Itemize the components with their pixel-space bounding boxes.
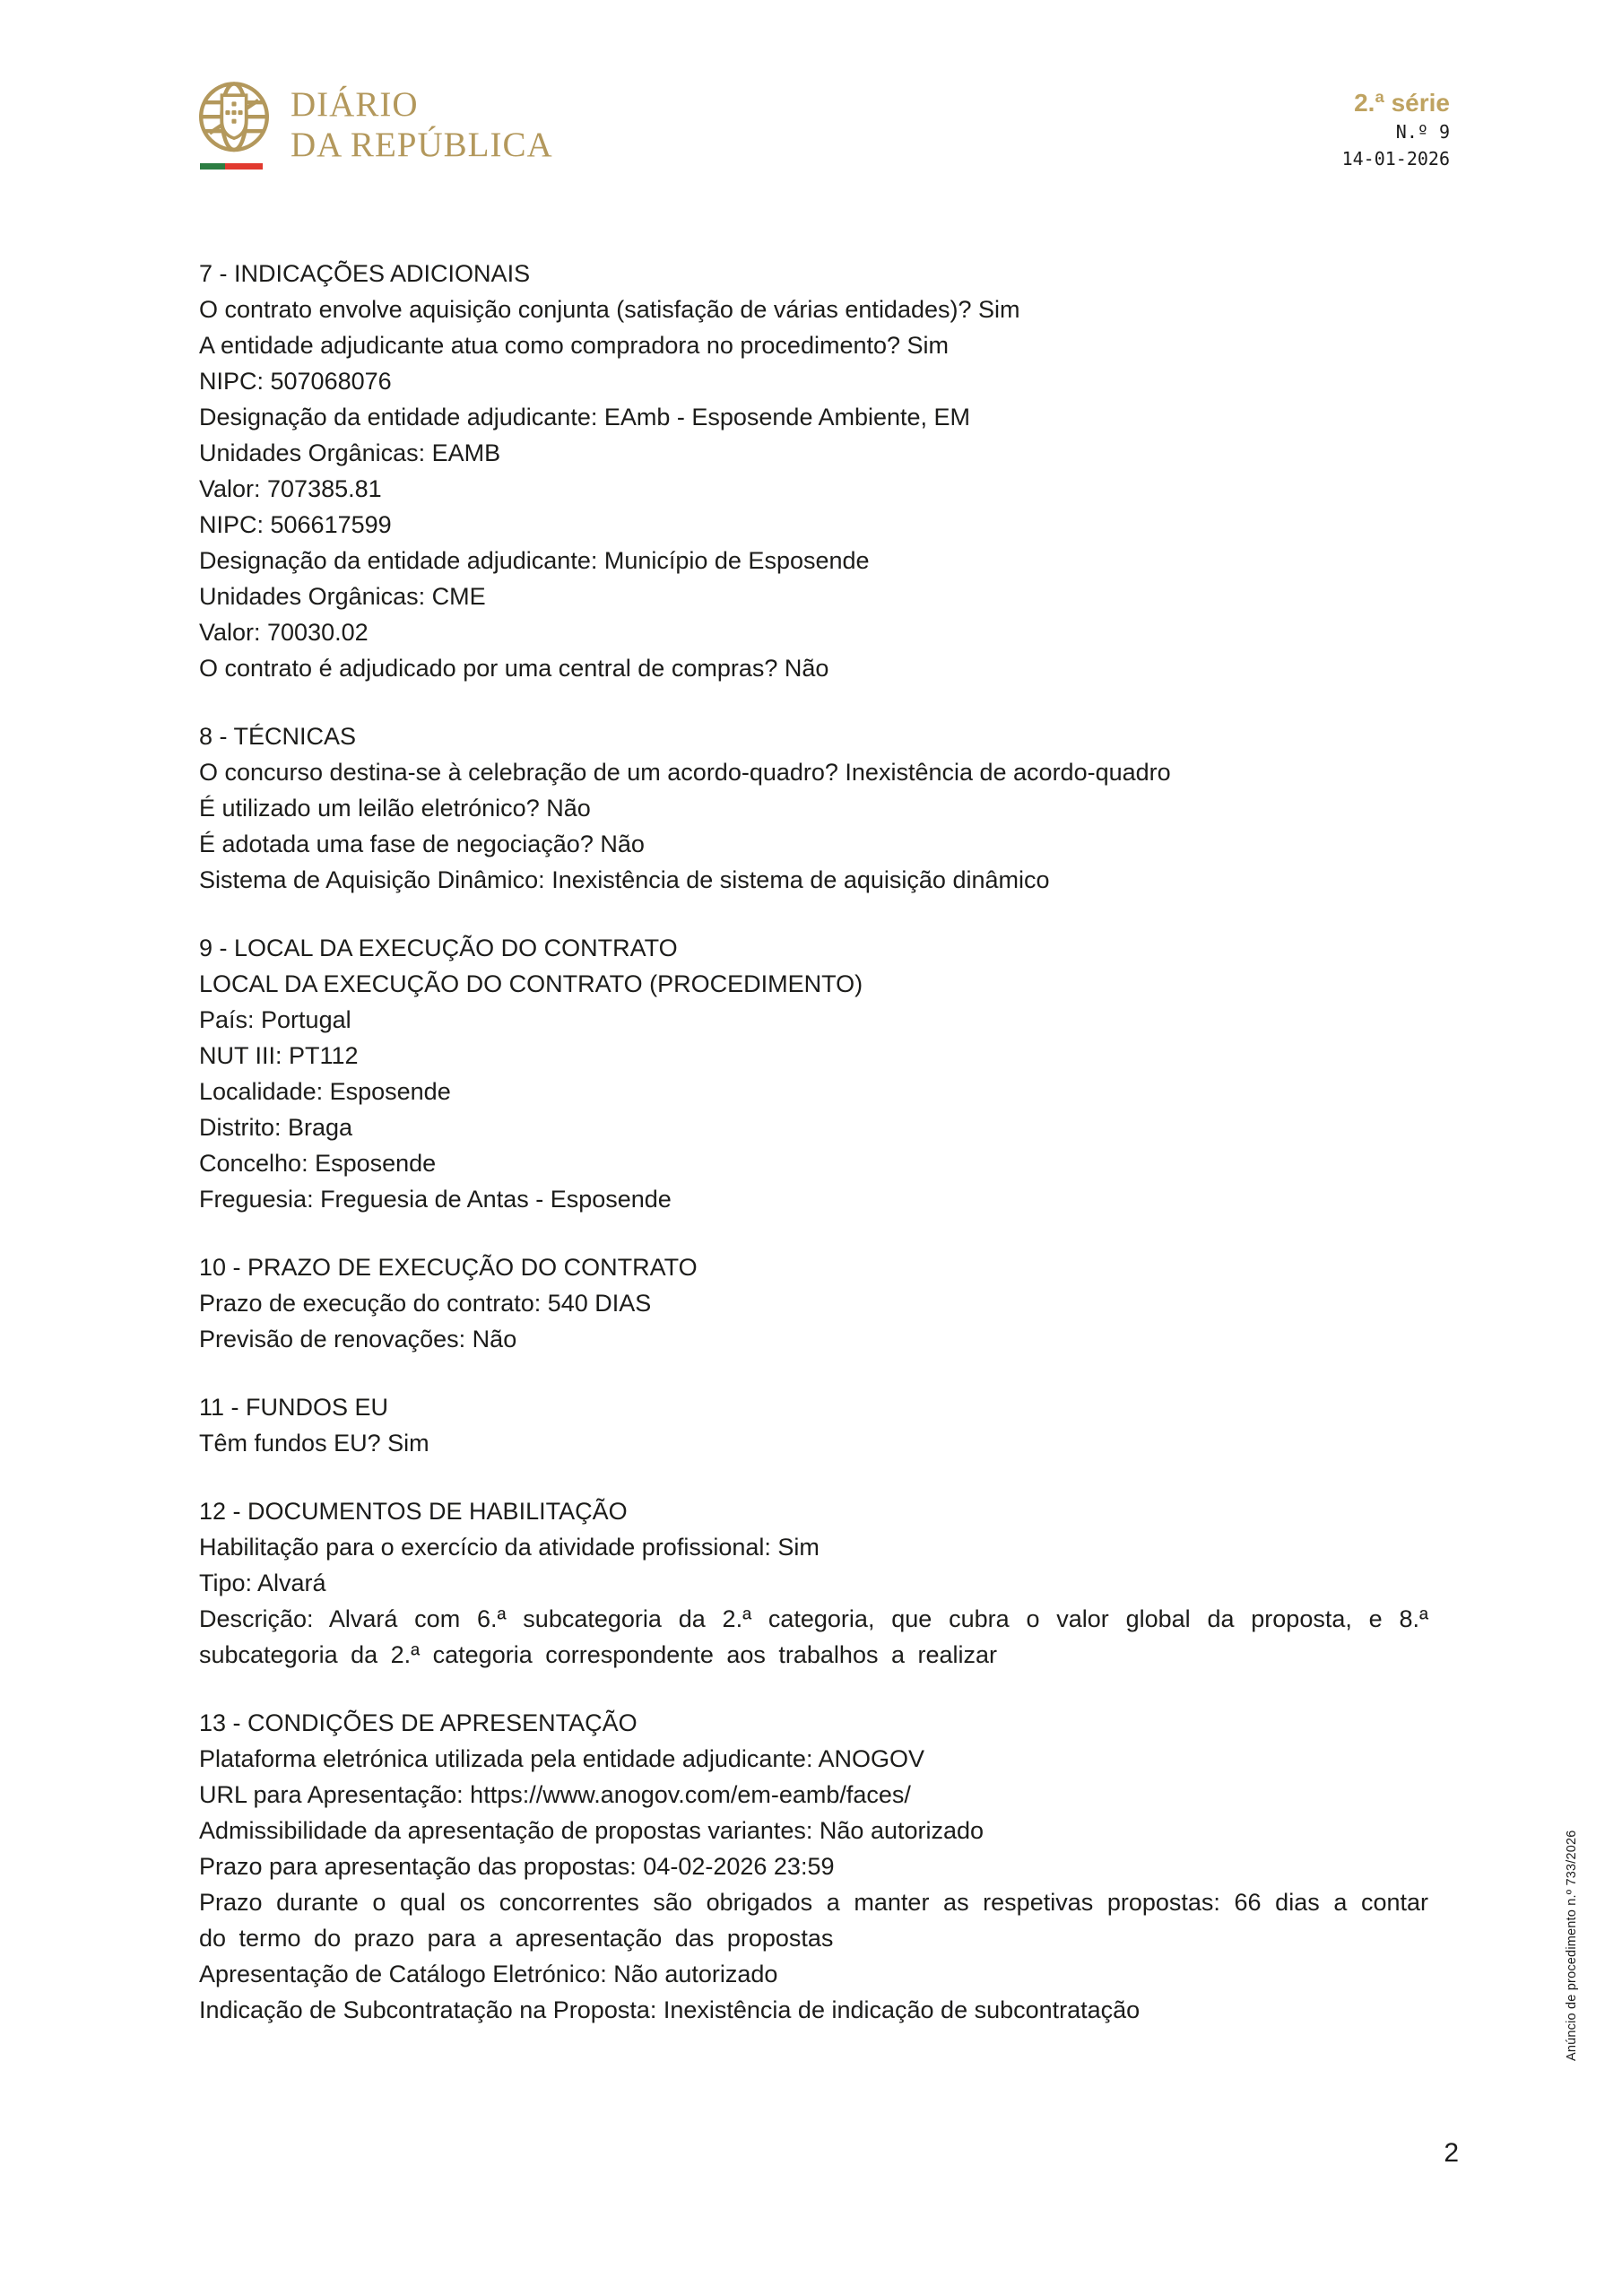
series-label: 2.ª série [1354, 89, 1450, 117]
page-number: 2 [1444, 2138, 1459, 2168]
section-line: Sistema de Aquisição Dinâmico: Inexistência de sistema de aquisição dinâmico [199, 866, 1050, 893]
section-line: Valor: 707385.81 [199, 475, 382, 502]
section-line: País: Portugal [199, 1006, 351, 1033]
wordmark-line2: DA REPÚBLICA [291, 126, 553, 164]
section-title: 10 - PRAZO DE EXECUÇÃO DO CONTRATO [199, 1254, 698, 1281]
section-line: Unidades Orgânicas: CME [199, 583, 486, 610]
document-section [199, 1249, 1428, 1357]
section-title: 13 - CONDIÇÕES DE APRESENTAÇÃO [199, 1709, 638, 1736]
document-body [199, 256, 1428, 2060]
document-section [199, 930, 1428, 1217]
section-line: LOCAL DA EXECUÇÃO DO CONTRATO (PROCEDIMENTO) [199, 970, 863, 997]
section-line: A entidade adjudicante atua como compradora no procedimento? Sim [199, 332, 950, 359]
section-title: 7 - INDICAÇÕES ADICIONAIS [199, 260, 531, 287]
procedure-annotation: Anúncio de procedimento n.º 733/2026 [1565, 1830, 1579, 2061]
section-line: Concelho: Esposende [199, 1150, 437, 1177]
wordmark-line1: DIÁRIO [291, 85, 419, 124]
section-line: NIPC: 506617599 [199, 511, 392, 538]
section-line: Freguesia: Freguesia de Antas - Esposende [199, 1186, 672, 1213]
section-line: URL para Apresentação: https://www.anogov.com/em-eamb/faces/ [199, 1781, 911, 1808]
flag-red-segment [225, 163, 263, 170]
document-section [199, 1705, 1428, 2028]
section-line: Têm fundos EU? Sim [199, 1430, 429, 1457]
section-line: NUT III: PT112 [199, 1042, 359, 1069]
section-line: Plataforma eletrónica utilizada pela entidade adjudicante: ANOGOV [199, 1745, 924, 1772]
section-line: Prazo para apresentação das propostas: 04-02-2026 23:59 [199, 1853, 835, 1880]
section-line: Designação da entidade adjudicante: EAmb - Esposende Ambiente, EM [199, 404, 971, 430]
section-title: 9 - LOCAL DA EXECUÇÃO DO CONTRATO [199, 935, 678, 961]
dr-wordmark [291, 84, 553, 165]
section-line: Localidade: Esposende [199, 1078, 451, 1105]
section-line: Apresentação de Catálogo Eletrónico: Não autorizado [199, 1961, 778, 1987]
section-line: O contrato envolve aquisição conjunta (satisfação de várias entidades)? Sim [199, 296, 1020, 323]
section-line: Tipo: Alvará [199, 1570, 326, 1596]
issue-number: N.º 9 [1395, 121, 1450, 143]
section-title: 11 - FUNDOS EU [199, 1394, 389, 1421]
document-section [199, 718, 1428, 898]
section-line: Unidades Orgânicas: EAMB [199, 439, 501, 466]
dr-emblem-icon [198, 81, 270, 158]
document-section [199, 1493, 1428, 1673]
section-line: O concurso destina-se à celebração de um acordo-quadro? Inexistência de acordo-quadro [199, 759, 1171, 786]
section-title: 12 - DOCUMENTOS DE HABILITAÇÃO [199, 1498, 628, 1525]
section-line: Descrição: Alvará com 6.ª subcategoria da 2.ª categoria, que cubra o valor global da proposta, e 8.ª subcategoria da 2.ª categoria correspondente aos trabalhos a realizar [199, 1605, 1428, 1668]
section-line: O contrato é adjudicado por uma central de compras? Não [199, 655, 829, 682]
document-section [199, 256, 1428, 686]
section-title: 8 - TÉCNICAS [199, 723, 357, 750]
section-line: Previsão de renovações: Não [199, 1326, 517, 1352]
section-line: Valor: 70030.02 [199, 619, 369, 646]
section-line: NIPC: 507068076 [199, 368, 392, 395]
section-line: É utilizado um leilão eletrónico? Não [199, 795, 591, 822]
section-line: Prazo durante o qual os concorrentes são obrigados a manter as respetivas propostas: 66 dias a contar do termo do prazo para a apresentação das propostas [199, 1889, 1428, 1952]
flag-green-segment [200, 163, 225, 170]
portugal-flag-strip [200, 163, 263, 170]
issue-date: 14-01-2026 [1341, 148, 1450, 170]
section-line: É adotada uma fase de negociação? Não [199, 831, 645, 857]
document-section [199, 1389, 1428, 1461]
section-line: Prazo de execução do contrato: 540 DIAS [199, 1290, 652, 1317]
issue-meta [1342, 88, 1450, 172]
section-line: Designação da entidade adjudicante: Município de Esposende [199, 547, 870, 574]
section-line: Admissibilidade da apresentação de propostas variantes: Não autorizado [199, 1817, 984, 1844]
section-line: Distrito: Braga [199, 1114, 353, 1141]
section-line: Indicação de Subcontratação na Proposta: Inexistência de indicação de subcontratação [199, 1996, 1141, 2023]
section-line: Habilitação para o exercício da atividade profissional: Sim [199, 1534, 820, 1561]
